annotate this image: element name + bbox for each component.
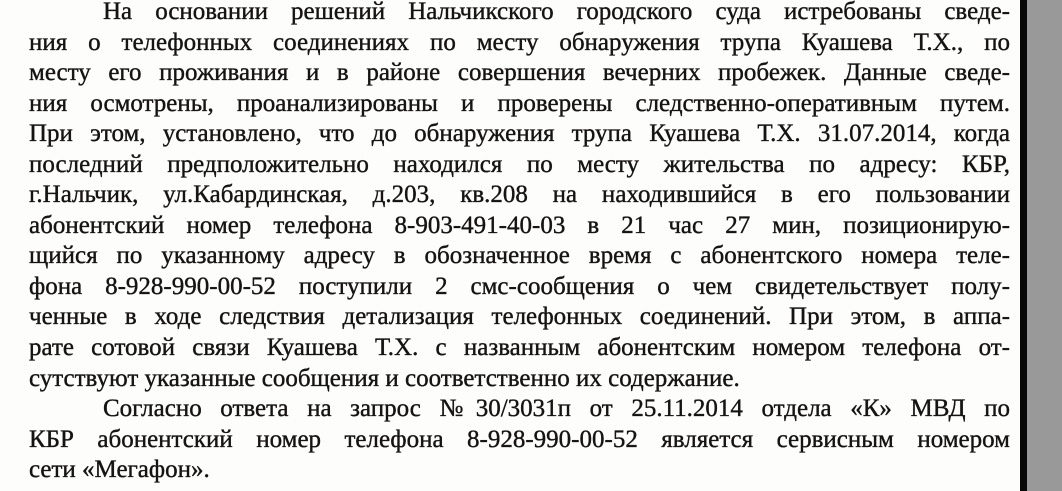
- text-line: последний предположительно находился по месту жительства по адресу: КБР,: [29, 150, 1010, 178]
- text-line: сети «Мегафон».: [29, 456, 210, 484]
- text-line: абонентский номер телефона 8-903-491-40-03 в 21 час 27 мин, позиционирую-: [29, 211, 1010, 239]
- text-line: ния о телефонных соединениях по месту обнаружения трупа Куашева Т.Х., по: [29, 28, 1010, 56]
- text-line: рате сотовой связи Куашева Т.Х. с названным абонентским номером телефона от-: [29, 334, 1010, 362]
- text-line: месту его проживания и в районе совершения вечерних пробежек. Данные сведе-: [29, 59, 1010, 87]
- text-line: ния осмотрены, проанализированы и проверены следственно-оперативным путем.: [29, 89, 1010, 117]
- text-line: г.Нальчик, ул.Кабардинская, д.203, кв.208 на находившийся в его пользовании: [29, 181, 1010, 209]
- text-line: КБР абонентский номер телефона 8-928-990-00-52 является сервисным номером: [29, 425, 1010, 453]
- document-text-block: [29, 0, 1010, 486]
- text-line: На основании решений Нальчикского городского суда истребованы сведе-: [103, 0, 1010, 25]
- text-line: Согласно ответа на запрос №30/3031п от 25.11.2014 отдела «К» МВД по: [103, 395, 1010, 423]
- text-line: сутствуют указанные сообщения и соответственно их содержание.: [29, 364, 740, 392]
- scan-edge-line: [1020, 0, 1027, 491]
- text-line: фона 8-928-990-00-52 поступили 2 смс-сообщения о чем свидетельствует полу-: [29, 272, 1010, 300]
- text-line: щийся по указанному адресу в обозначенное время с абонентского номера теле-: [29, 242, 1010, 270]
- scanner-background-strip: [1027, 0, 1062, 491]
- text-line: При этом, установлено, что до обнаружения трупа Куашева Т.Х. 31.07.2014, когда: [29, 120, 1010, 148]
- text-line: ченные в ходе следствия детализация телефонных соединений. При этом, в аппа-: [29, 303, 1010, 331]
